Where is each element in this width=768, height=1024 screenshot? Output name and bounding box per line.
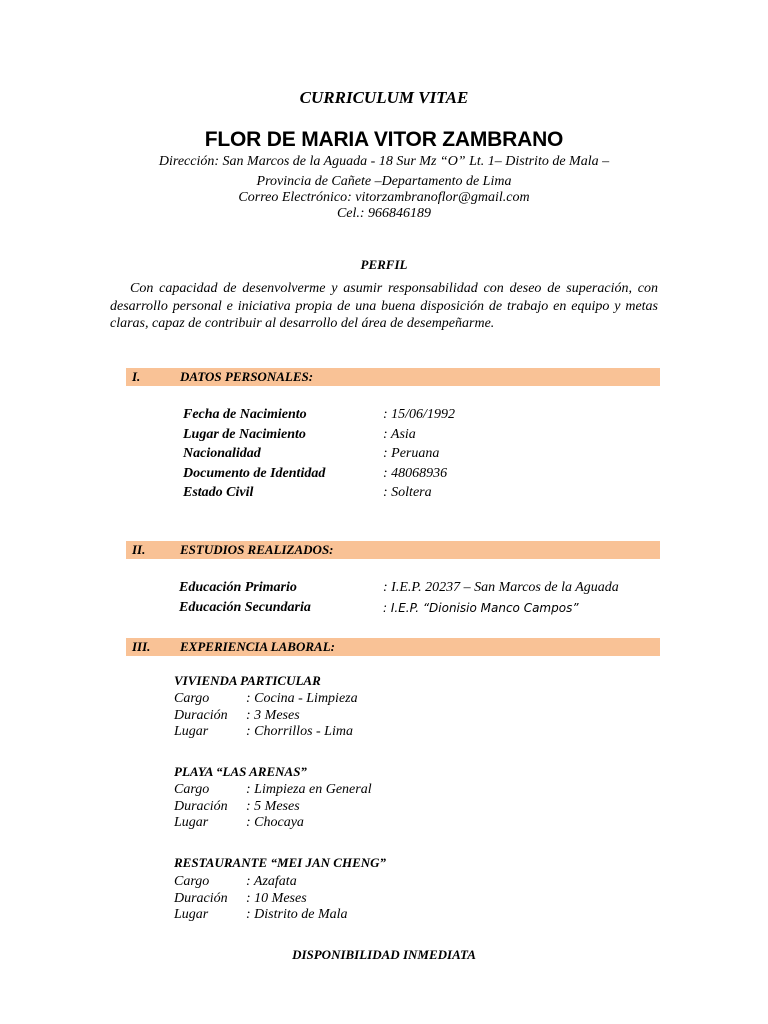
section-band-experiencia <box>126 638 660 656</box>
datos-value: : 48068936 <box>383 465 448 481</box>
job-field-label: Cargo <box>174 874 210 889</box>
job-field-label: Duración <box>174 890 228 906</box>
estudios-value: : I.E.P. “Dionisio Manco Campos” <box>383 601 579 615</box>
datos-personales-list <box>183 405 643 505</box>
job-field-value: : 5 Meses <box>246 798 300 814</box>
estudios-label: Educación Primario <box>179 580 297 595</box>
job-field-label: Cargo <box>174 782 210 797</box>
email-line: Correo Electrónico: vitorzambranoflor@gmail.com <box>238 190 530 205</box>
section-band-datos-personales <box>126 368 660 386</box>
job-field-value: : Chocaya <box>246 815 304 830</box>
job-field-label: Lugar <box>174 907 209 922</box>
estudios-list <box>179 578 659 620</box>
datos-value: : 15/06/1992 <box>383 407 455 422</box>
datos-label: Nacionalidad <box>183 446 261 461</box>
section-title: DATOS PERSONALES: <box>180 369 314 384</box>
datos-value: : Asia <box>383 426 416 442</box>
job-entry <box>174 855 474 925</box>
section-band-estudios <box>126 541 660 559</box>
job-field-value: : Distrito de Mala <box>246 907 348 922</box>
estudios-label: Educación Secundaria <box>179 600 311 615</box>
job-field-value: : 10 Meses <box>246 890 307 906</box>
job-entry <box>174 764 474 834</box>
job-field-label: Cargo <box>174 691 210 706</box>
perfil-text: Con capacidad de desenvolverme y asumir responsabilidad con deseo de superación, con desarrollo personal e iniciativa propia de una buena disposición de trabajo en equipo y metas claras, capaz de contribuir al desarrollo del área de desempeñarme. <box>110 281 658 331</box>
job-field-value: : Cocina - Limpieza <box>246 691 358 706</box>
address-line-2: Provincia de Cañete –Departamento de Lima <box>256 174 512 189</box>
datos-label: Lugar de Nacimiento <box>183 426 306 442</box>
availability-note: DISPONIBILIDAD INMEDIATA <box>292 947 476 962</box>
estudios-value: : I.E.P. 20237 – San Marcos de la Aguada <box>383 580 619 595</box>
job-company: PLAYA “LAS ARENAS” <box>174 764 307 779</box>
job-company: RESTAURANTE “MEI JAN CHENG” <box>174 855 387 870</box>
section-number: I. <box>132 369 141 384</box>
datos-value: : Soltera <box>383 485 432 500</box>
job-field-label: Duración <box>174 798 228 814</box>
datos-label: Documento de Identidad <box>183 465 326 481</box>
job-field-label: Lugar <box>174 724 209 739</box>
section-number: III. <box>132 639 151 654</box>
section-number: II. <box>132 542 146 557</box>
document-title: CURRICULUM VITAE <box>299 88 469 107</box>
section-title: EXPERIENCIA LABORAL: <box>180 639 335 654</box>
datos-label: Fecha de Nacimiento <box>183 407 307 422</box>
job-field-value: : Limpieza en General <box>246 782 372 797</box>
job-entry <box>174 673 474 743</box>
candidate-name: FLOR DE MARIA VITOR ZAMBRANO <box>204 128 564 151</box>
job-field-label: Lugar <box>174 815 209 830</box>
phone-line: Cel.: 966846189 <box>336 206 432 221</box>
job-field-value: : 3 Meses <box>246 707 300 723</box>
perfil-heading: PERFIL <box>360 257 408 272</box>
address-line-1: Dirección: San Marcos de la Aguada - 18 Sur Mz “O” Lt. 1– Distrito de Mala – <box>158 154 610 169</box>
job-field-label: Duración <box>174 707 228 723</box>
datos-value: : Peruana <box>383 446 440 461</box>
job-field-value: : Chorrillos - Lima <box>246 724 353 739</box>
section-title: ESTUDIOS REALIZADOS: <box>180 542 334 557</box>
job-field-value: : Azafata <box>246 874 297 889</box>
job-company: VIVIENDA PARTICULAR <box>174 673 321 688</box>
datos-label: Estado Civil <box>183 485 254 500</box>
